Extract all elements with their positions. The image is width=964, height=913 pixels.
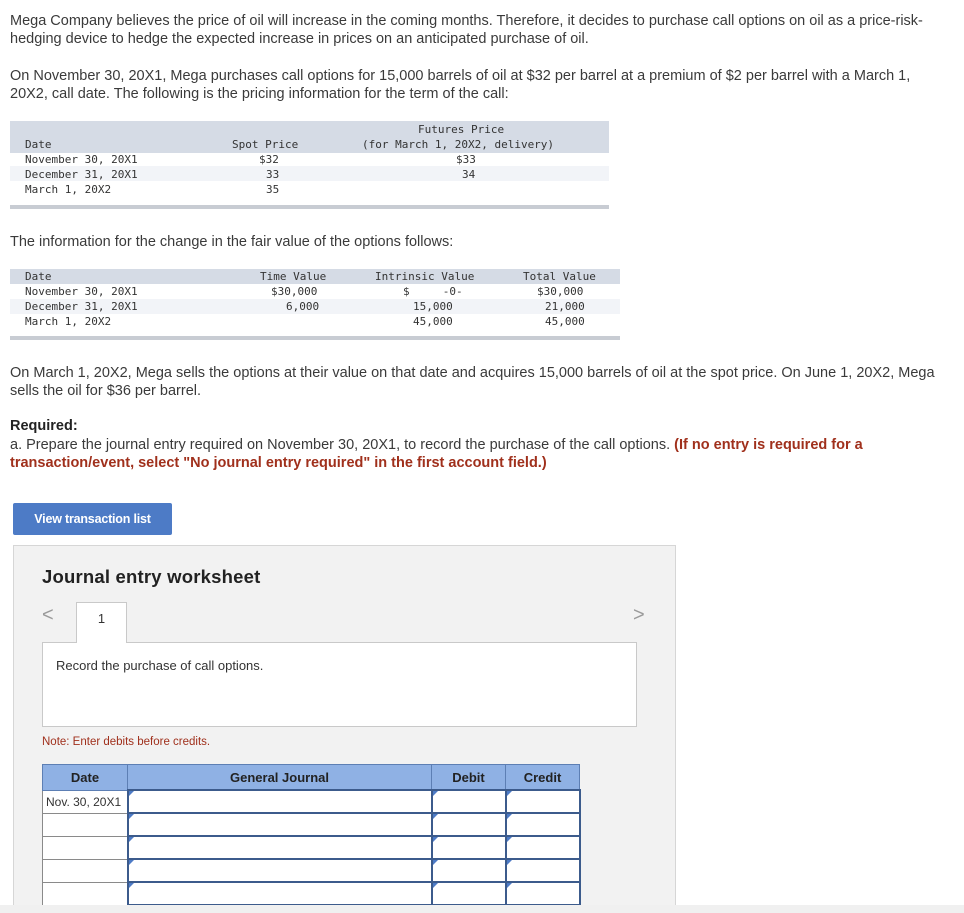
table-cell-date: March 1, 20X2	[25, 183, 112, 196]
credit-input[interactable]	[506, 836, 580, 859]
credit-input[interactable]	[506, 882, 580, 905]
debit-input[interactable]	[432, 813, 506, 836]
account-input[interactable]	[128, 859, 432, 882]
table-cell-date: March 1, 20X2	[25, 315, 112, 328]
col-header-debit: Debit	[432, 765, 506, 791]
credit-input[interactable]	[506, 813, 580, 836]
intro-paragraph-2: On November 30, 20X1, Mega purchases call options for 15,000 barrels of oil at $32 per barrel at a premium of $2 per barrel with a March 1, 20X2, call date. The following is the pricing information for the term of the call:	[10, 68, 911, 102]
fair-value-intro: The information for the change in the fair value of the options follows:	[10, 234, 454, 250]
col-header-date: Date	[25, 270, 52, 283]
view-transaction-list-button[interactable]: View transaction list	[13, 503, 172, 535]
worksheet-description: Record the purchase of call options.	[56, 658, 264, 673]
table-cell-total-value: 45,000	[545, 315, 585, 328]
debit-input[interactable]	[432, 836, 506, 859]
table-cell-total-value: $30,000	[537, 285, 584, 298]
table-cell-futures: 34	[462, 168, 476, 181]
col-header-total-value: Total Value	[523, 270, 596, 283]
table-cell-intrinsic-value: 15,000	[413, 300, 453, 313]
worksheet-title: Journal entry worksheet	[42, 566, 261, 587]
debit-input[interactable]	[432, 859, 506, 882]
required-instruction: (If no entry is required for a transaction/event, select "No journal entry required" in the first account field.)	[10, 437, 863, 471]
table-cell-spot: 33	[266, 168, 280, 181]
debit-input[interactable]	[432, 790, 506, 813]
fair-value-table	[10, 269, 620, 341]
row-date-cell: Nov. 30, 20X1	[43, 790, 128, 813]
table-cell-futures: $33	[456, 153, 476, 166]
credit-input[interactable]	[506, 790, 580, 813]
table-cell-date: December 31, 20X1	[25, 300, 138, 313]
intro-paragraph-1: Mega Company believes the price of oil will increase in the coming months. Therefore, it decides to purchase call options on oil as a price-risk-hedging device to hedge the expected increase in prices on an anticipated purchase of oil.	[10, 13, 923, 47]
table-cell-intrinsic-value: $ -0-	[403, 285, 463, 298]
table-cell-intrinsic-value: 45,000	[413, 315, 453, 328]
col-header-date: Date	[25, 138, 52, 151]
table-cell-total-value: 21,000	[545, 300, 585, 313]
worksheet-description-box	[42, 642, 637, 727]
table-row	[43, 882, 580, 905]
account-input[interactable]	[128, 882, 432, 905]
col-header-spot-price: Spot Price	[232, 138, 299, 151]
table-row	[43, 836, 580, 859]
required-text	[10, 436, 940, 472]
required-label: Required:	[10, 418, 78, 434]
table-cell-date: December 31, 20X1	[25, 168, 138, 181]
debit-input[interactable]	[432, 882, 506, 905]
account-input[interactable]	[128, 790, 432, 813]
table-row	[43, 813, 580, 836]
row-date-cell	[43, 836, 128, 859]
col-header-futures-price: Futures Price	[418, 123, 505, 136]
chevron-left-icon[interactable]: <	[42, 604, 54, 626]
col-header-intrinsic-value: Intrinsic Value	[375, 270, 475, 283]
required-part-a: a. Prepare the journal entry required on November 30, 20X1, to record the purchase of the call options.	[10, 437, 671, 453]
table-cell-spot: $32	[259, 153, 279, 166]
pricing-table	[10, 121, 609, 211]
transaction-paragraph: On March 1, 20X2, Mega sells the options at their value on that date and acquires 15,000 barrels of oil at the spot price. On June 1, 20X2, Mega sells the oil for $36 per barrel.	[10, 365, 935, 399]
row-date-cell	[43, 859, 128, 882]
table-row	[43, 859, 580, 882]
table-cell-time-value: 6,000	[286, 300, 320, 313]
chevron-right-icon[interactable]: >	[633, 604, 645, 626]
row-date-cell	[43, 882, 128, 905]
worksheet-tab-1[interactable]: 1	[76, 602, 127, 643]
worksheet-note: Note: Enter debits before credits.	[42, 736, 211, 748]
table-cell-date: November 30, 20X1	[25, 285, 138, 298]
account-input[interactable]	[128, 836, 432, 859]
row-date-cell	[43, 813, 128, 836]
col-header-credit: Credit	[506, 765, 580, 791]
col-header-general-journal: General Journal	[128, 765, 432, 791]
journal-table	[42, 764, 581, 906]
credit-input[interactable]	[506, 859, 580, 882]
table-cell-date: November 30, 20X1	[25, 153, 138, 166]
col-header-time-value: Time Value	[260, 270, 327, 283]
page-bottom-edge	[0, 905, 964, 913]
table-cell-spot: 35	[266, 183, 280, 196]
account-input[interactable]	[128, 813, 432, 836]
col-header-futures-delivery: (for March 1, 20X2, delivery)	[362, 138, 555, 151]
col-header-date: Date	[43, 765, 128, 791]
table-cell-time-value: $30,000	[271, 285, 318, 298]
table-row	[43, 790, 580, 813]
